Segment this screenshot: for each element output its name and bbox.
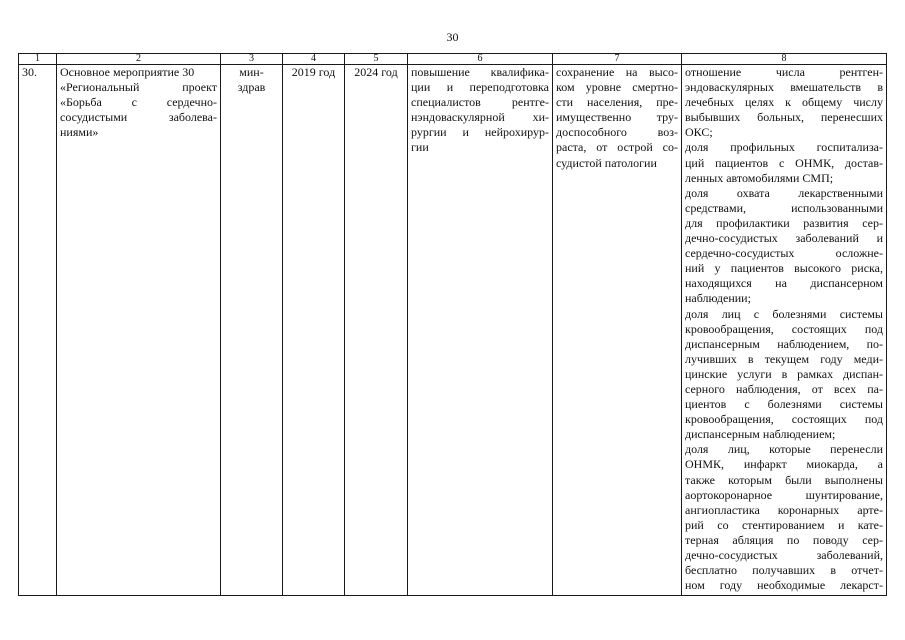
indicators-cell [682, 65, 887, 596]
executor-cell [221, 65, 283, 596]
text-line: дечно-сосудистых заболеваний и [685, 231, 883, 246]
text-line: доля охвата лекарственными [685, 185, 883, 200]
text-line: «Борьба с сердечно- [60, 95, 217, 110]
text-line: также которым были выполнены [685, 472, 883, 487]
text-line: ком уровне смертно- [556, 80, 678, 95]
text-line: выбывших больных, перенесших [685, 110, 883, 125]
text-line: бесплатно получавших в отчет- [685, 563, 883, 578]
text-line: диспансерным наблюдением; [685, 427, 836, 442]
header-cell-4: 4 [283, 54, 345, 65]
text-line: циентов с болезнями системы [685, 397, 883, 412]
text-line: лечебных целях к общему числу [685, 95, 883, 110]
text-line: ций пациентов с ОНМК, достав- [685, 155, 883, 170]
text-line: ленных автомобилями СМП; [685, 170, 834, 185]
text-line: аортокоронарное шунтирование, [685, 487, 883, 502]
text-line: сти населения, пре- [556, 95, 678, 110]
text-line: ангиопластика коронарных арте- [685, 502, 883, 517]
text-line: здрав [237, 80, 266, 95]
actions-cell [408, 65, 553, 596]
text-line: ний у пациентов высокого риска, [685, 261, 883, 276]
text-line: кровообращения, состоящих под [685, 321, 883, 336]
text-line: доля лиц с болезнями системы [685, 306, 883, 321]
text-line: рий со стентированием и кате- [685, 517, 883, 532]
column-numbers-row [19, 54, 887, 65]
measure-name-cell [57, 65, 221, 596]
text-line: ниями» [60, 125, 99, 140]
text-line: мин- [239, 65, 264, 79]
text-line: средствами, использованными [685, 200, 883, 215]
text-line: наблюдении; [685, 291, 751, 306]
text-line: гии [411, 140, 429, 155]
text-line: имущественно тру- [556, 110, 678, 125]
text-line: терная абляция по поводу сер- [685, 532, 883, 547]
text-line: рургии и нейрохирур- [411, 125, 549, 140]
text-line: доспособного воз- [556, 125, 678, 140]
header-cell-3: 3 [221, 54, 283, 65]
text-line: нэндоваскулярной хи- [411, 110, 549, 125]
text-line: ОНМК, инфаркт миокарда, а [685, 457, 883, 472]
end-year-cell: 2024 год [345, 65, 408, 596]
measures-table [18, 53, 887, 596]
text-line: дечно-сосудистых заболеваний, [685, 548, 883, 562]
text-line: эндоваскулярных вмешательств в [685, 80, 883, 95]
text-line: ции и переподготовка [411, 80, 549, 95]
text-line: доля профильных госпитализа- [685, 140, 883, 155]
page-number: 30 [446, 30, 459, 44]
expected-result-cell [553, 65, 682, 596]
header-cell-1: 1 [19, 54, 57, 65]
text-line: раста, от острой со- [556, 140, 678, 155]
text-line: ном году необходимые лекарст- [685, 578, 883, 593]
header-cell-7: 7 [553, 54, 682, 65]
text-line: Основное мероприятие 30 [60, 65, 195, 79]
text-line: специалистов рентге- [411, 95, 549, 110]
header-cell-8: 8 [682, 54, 887, 65]
text-line: сердечно-сосудистых осложне- [685, 246, 883, 261]
text-line: «Региональный проект [60, 80, 217, 95]
table-row [19, 65, 887, 596]
text-line: ОКС; [685, 125, 713, 140]
start-year-cell: 2019 год [283, 65, 345, 596]
header-cell-6: 6 [408, 54, 553, 65]
text-line: диспансерным наблюдением, по- [685, 336, 883, 351]
text-line: сохранение на высо- [556, 65, 678, 79]
text-line: для профилактики развития сер- [685, 215, 883, 230]
header-cell-2: 2 [57, 54, 221, 65]
text-line: серного наблюдения, от всех па- [685, 381, 883, 396]
text-line: кровообращения, состоящих под [685, 412, 883, 427]
text-line: повышение квалифика- [411, 65, 549, 79]
text-line: отношение числа рентген- [685, 65, 883, 79]
header-cell-5: 5 [345, 54, 408, 65]
text-line: доля лиц, которые перенесли [685, 442, 883, 457]
text-line: сосудистыми заболева- [60, 110, 217, 125]
text-line: судистой патологии [556, 155, 657, 170]
text-line: лучивших в текущем году меди- [685, 351, 883, 366]
row-number-cell: 30. [19, 65, 57, 596]
text-line: находящихся на диспансерном [685, 276, 883, 291]
text-line: цинские услуги в рамках диспан- [685, 366, 883, 381]
